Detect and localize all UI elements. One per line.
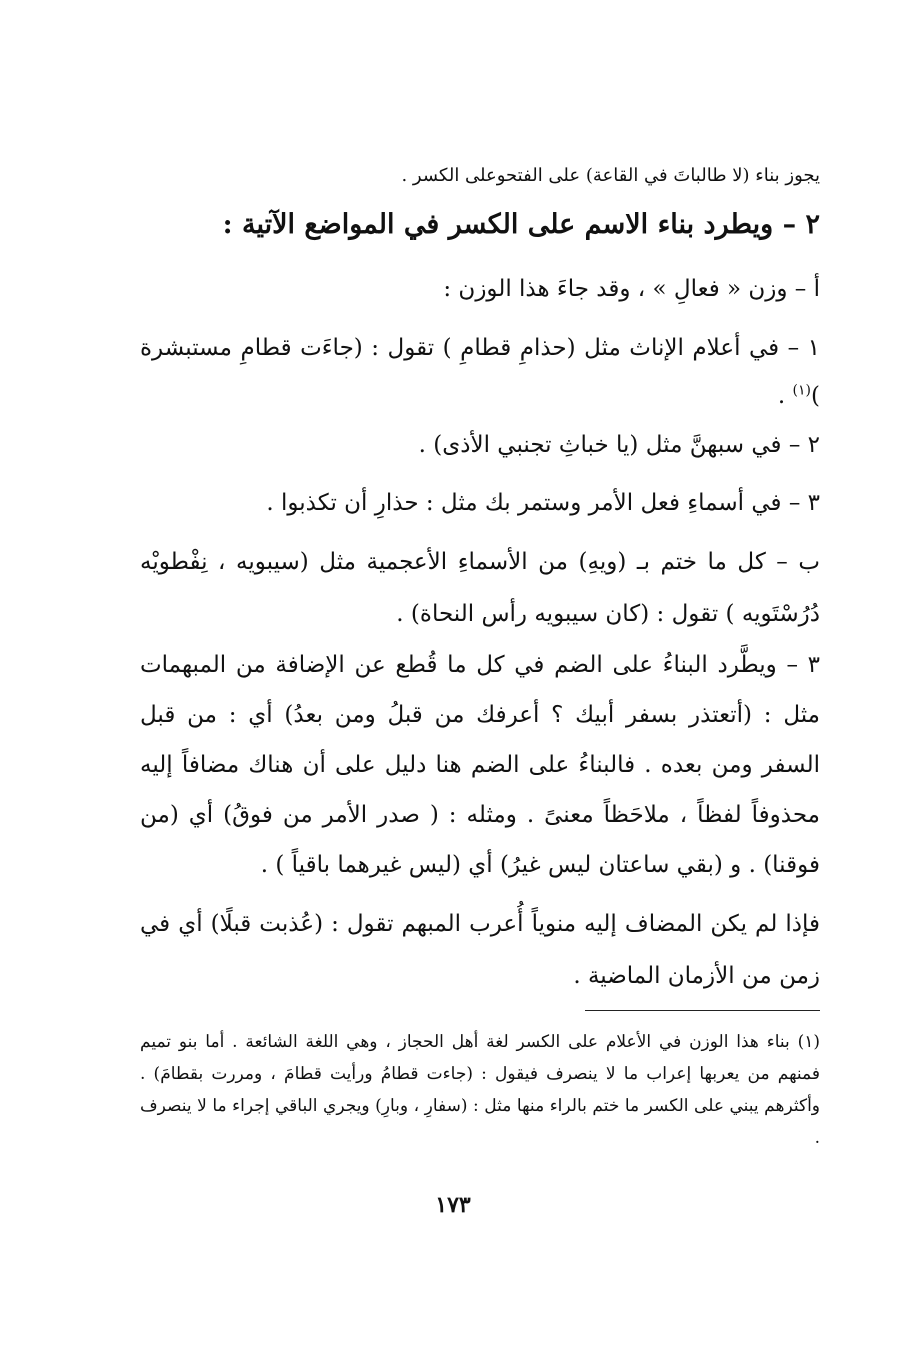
- section-a-item-1: [140, 324, 820, 420]
- footnote-divider: [585, 1010, 820, 1011]
- section-a-item-2: ٢ – في سبهنَّ مثل (يا خباثِ تجنبي الأذى) .: [418, 432, 820, 458]
- intro-line: يجوز بناء (لا طالباتَ في القاعة) على الفتحوعلى الكسر .: [401, 165, 820, 186]
- section-b-paragraph: ب – كل ما ختم بـ (ويهِ) من الأسماءِ الأعجمية مثل (سيبويه ، نِفْطويْه دُرُسْتَويه ) تقول : (كان سيبويه رأس النحاة) .: [140, 549, 820, 627]
- section-a-item-1-text: ١ – في أعلام الإناث مثل (حذامِ قطامِ ) تقول : (جاءَت قطامِ مستبشرة ): [140, 335, 820, 409]
- section-a-item-3: ٣ – في أسماءِ فعل الأمر وستمر بك مثل : حذارِ أن تكذبوا .: [266, 490, 820, 516]
- section-a-item-1-end: .: [777, 383, 793, 409]
- footnote: (١) بناء هذا الوزن في الأعلام على الكسر لغة أهل الحجاز ، وهي اللغة الشائعة . أما بنو تميم فمنهم من يعربها إعراب ما لا ينصرف فيقول : (جاءت قطامُ ورأيت قطامَ ، ومررت بقطامَ) . وأكثرهم يبني على الكسر ما ختم بالراء منها مثل : (سفارِ ، وبارِ) ويجري الباقي إجراء ما لا ينصرف .: [140, 1032, 820, 1148]
- section-a-title: أ – وزن « فعالِ » ، وقد جاءَ هذا الوزن :: [443, 276, 820, 302]
- conditional-paragraph: فإذا لم يكن المضاف إليه منوياً أُعرب المبهم تقول : (عُذبت قبلًا) أي في زمن من الأزمان الماضية .: [140, 911, 820, 989]
- page-number: ١٧٣: [435, 1192, 471, 1218]
- footnote-reference: (١): [792, 382, 812, 399]
- section-3-paragraph: ٣ – ويطَّرد البناءُ على الضم في كل ما قُطع عن الإضافة من المبهمات مثل : (أتعتذر بسفر أبيك ؟ أعرفك من قبلُ ومن بعدُ) أي : من قبل السفر ومن بعده . فالبناءُ على الضم هنا دليل على أن هناك مضافاً إليه محذوفاً لفظاً ، ملاحَظاً معنىً . ومثله : ( صدر الأمر من فوقُ) أي (من فوقنا) . و (بقي ساعتان ليس غيرُ) أي (ليس غيرهما باقياً ) .: [140, 652, 820, 878]
- section-heading: ٢ – ويطرد بناء الاسم على الكسر في المواضع الآتية :: [222, 209, 820, 240]
